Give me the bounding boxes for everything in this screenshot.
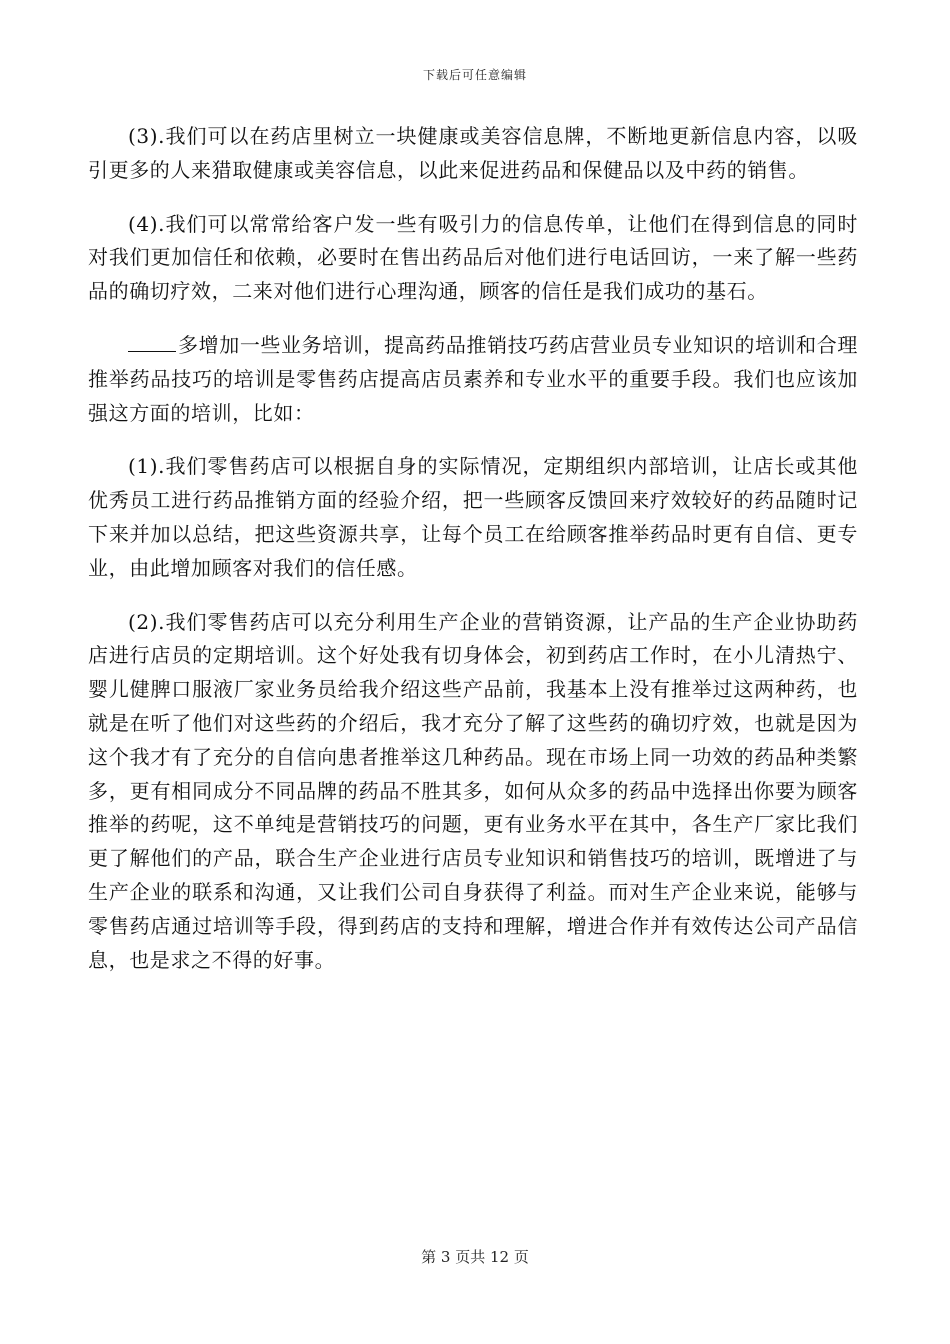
paragraph-item-1: (1).我们零售药店可以根据自身的实际情况，定期组织内部培训，让店长或其他优秀员工进行药品推销方面的经验介绍，把一些顾客反馈回来疗效较好的药品随时记下来并加以总结，把这些资源共享，让每个员工在给顾客推举药品时更有自信、更专业，由此增加顾客对我们的信任感。 <box>88 454 858 580</box>
paragraph-item-4: (4).我们可以常常给客户发一些有吸引力的信息传单，让他们在得到信息的同时对我们更加信任和依赖，必要时在售出药品后对他们进行电话回访，一来了解一些药品的确切疗效，二来对他们进行心理沟通，顾客的信任是我们成功的基石。 <box>88 211 858 304</box>
page-footer: 第 3 页共 12 页 <box>421 1248 529 1266</box>
document-body <box>88 120 858 997</box>
paragraph-item-2: (2).我们零售药店可以充分利用生产企业的营销资源，让产品的生产企业协助药店进行店员的定期培训。这个好处我有切身体会，初到药店工作时，在小儿清热宁、婴儿健脾口服液厂家业务员给我介绍这些产品前，我基本上没有推举过这两种药，也就是在听了他们对这些药的介绍后，我才充分了解了这些药的确切疗效，也就是因为这个我才有了充分的自信向患者推举这几种药品。现在市场上同一功效的药品种类繁多，更有相同成分不同品牌的药品不胜其多，如何从众多的药品中选择出你要为顾客推举的药呢，这不单纯是营销技巧的问题，更有业务水平在其中，各生产厂家比我们更了解他们的产品，联合生产企业进行店员专业知识和销售技巧的培训，既增进了与生产企业的联系和沟通，又让我们公司自身获得了利益。而对生产企业来说，能够与零售药店通过培训等手段，得到药店的支持和理解，增进合作并有效传达公司产品信息，也是求之不得的好事。 <box>88 609 858 972</box>
paragraph-training-intro-text: 多增加一些业务培训，提高药品推销技巧药店营业员专业知识的培训和合理推举药品技巧的培训是零售药店提高店员素养和专业水平的重要手段。我们也应该加强这方面的培训，比如： <box>88 332 858 425</box>
paragraph-training-intro <box>88 329 858 430</box>
paragraph-item-3: (3).我们可以在药店里树立一块健康或美容信息牌，不断地更新信息内容，以吸引更多的人来猎取健康或美容信息，以此来促进药品和保健品以及中药的销售。 <box>88 124 858 182</box>
page-header: 下载后可任意编辑 <box>422 68 527 82</box>
fill-in-blank <box>128 332 176 352</box>
